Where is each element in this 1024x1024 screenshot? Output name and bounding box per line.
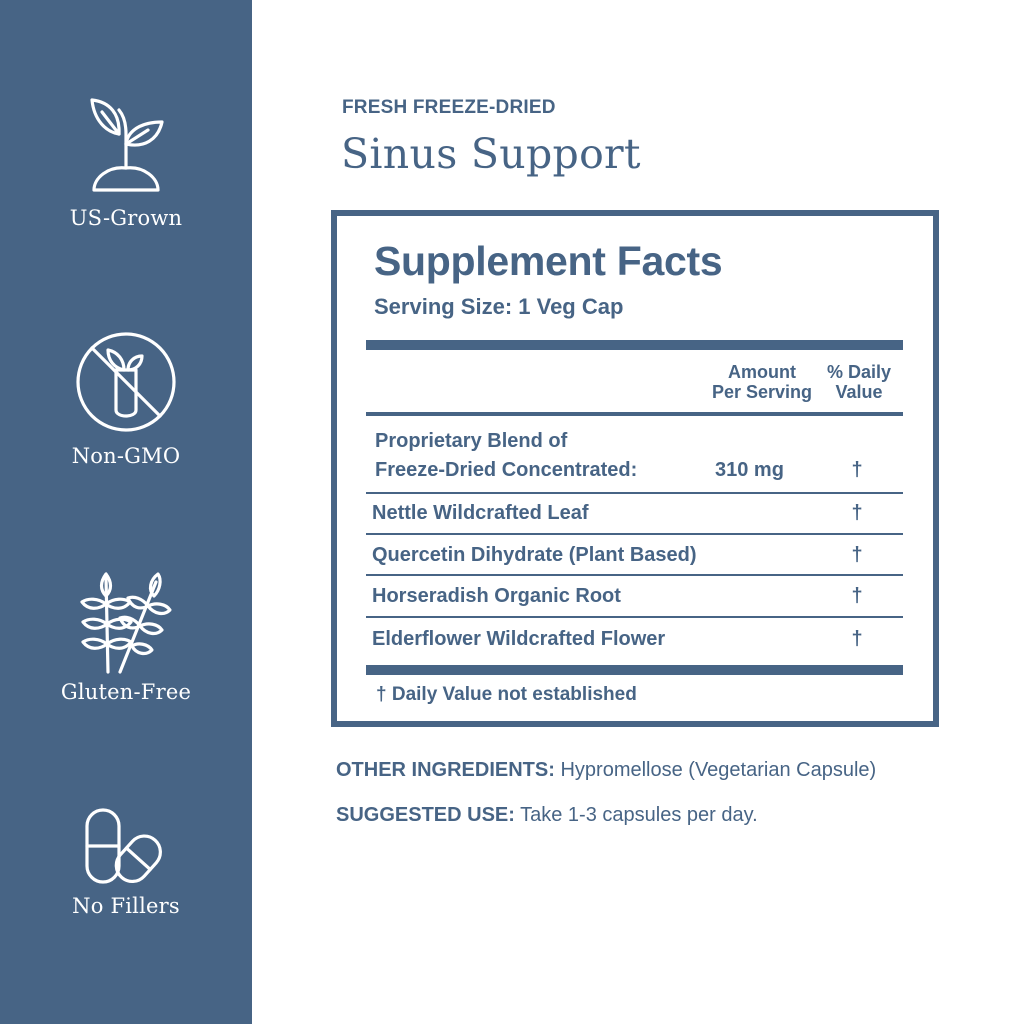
serving-size: Serving Size: 1 Veg Cap: [374, 294, 624, 319]
header-daily-line1: % Daily: [826, 362, 892, 382]
suggested-use-label: SUGGESTED USE:: [336, 804, 515, 826]
ingredient-daily: †: [851, 628, 863, 650]
badge-gluten-free: [0, 568, 252, 704]
badge-label: Non-GMO: [71, 444, 181, 468]
daily-value-footnote: † Daily Value not established: [376, 684, 637, 705]
header-daily-line2: Value: [835, 382, 883, 402]
benefits-sidebar: [0, 0, 252, 1024]
ingredient-daily: †: [851, 585, 863, 607]
other-ingredients-label: OTHER INGREDIENTS:: [336, 759, 555, 781]
blend-amount: 310 mg: [715, 459, 784, 481]
badge-label: No Fillers: [72, 894, 180, 918]
ingredient-name: Elderflower Wildcrafted Flower: [372, 628, 666, 650]
divider-row: [366, 492, 903, 494]
blend-line1: Proprietary Blend of: [375, 430, 568, 452]
other-ingredients-text: Hypromellose (Vegetarian Capsule): [554, 759, 877, 781]
divider-thick: [366, 340, 903, 350]
badge-label: Gluten-Free: [60, 680, 192, 704]
product-title: Sinus Support: [341, 130, 641, 178]
sprout-icon: [86, 94, 166, 194]
divider-row: [366, 616, 903, 618]
divider-row: [366, 574, 903, 576]
capsules-icon: [83, 806, 169, 888]
supplement-facts-panel: [331, 210, 939, 727]
header-daily-value: [817, 362, 901, 402]
ingredient-name: Quercetin Dihydrate (Plant Based): [372, 544, 697, 566]
no-gmo-icon: [74, 330, 178, 434]
ingredient-daily: †: [851, 502, 863, 524]
facts-title: Supplement Facts: [374, 238, 723, 284]
divider-row: [366, 533, 903, 535]
badge-non-gmo: [0, 330, 252, 468]
badge-label: US-Grown: [69, 206, 183, 230]
badge-us-grown: [0, 94, 252, 230]
blend-daily: †: [851, 459, 863, 481]
badge-no-fillers: [0, 806, 252, 918]
wheat-icon: [76, 568, 176, 674]
divider-header: [366, 412, 903, 416]
ingredient-daily: †: [851, 544, 863, 566]
blend-line2: Freeze-Dried Concentrated:: [375, 459, 638, 481]
header-amount: [693, 362, 831, 402]
divider-thick: [366, 665, 903, 675]
header-amount-line1: Amount: [728, 362, 796, 382]
ingredient-name: Horseradish Organic Root: [372, 585, 621, 607]
suggested-use: [336, 804, 758, 827]
other-ingredients: [336, 759, 876, 782]
suggested-use-text: Take 1-3 capsules per day.: [514, 804, 758, 826]
product-eyebrow: FRESH FREEZE-DRIED: [342, 97, 556, 118]
ingredient-name: Nettle Wildcrafted Leaf: [372, 502, 589, 524]
header-amount-line2: Per Serving: [711, 382, 813, 402]
